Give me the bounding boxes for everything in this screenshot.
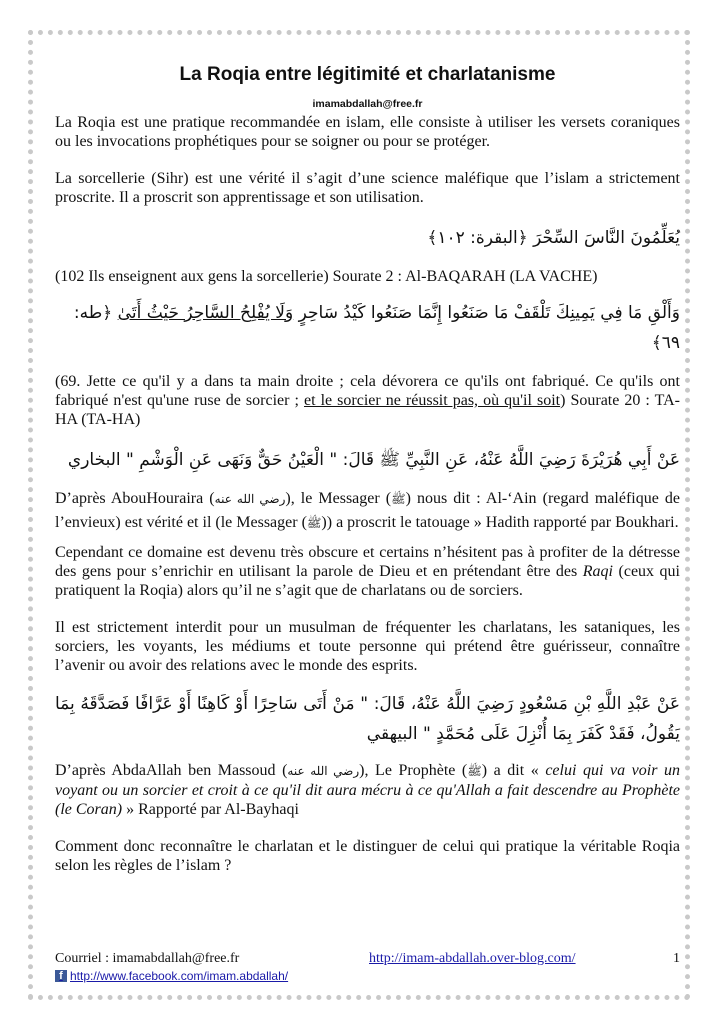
footer-facebook [55,969,288,983]
footer-courriel: Courriel : imamabdallah@free.fr [55,951,240,966]
arabic-verse-taha-ref: ﴿طه: ٦٩﴾ [73,303,680,353]
paragraph-verse-69 [55,372,680,429]
arabic-verse-taha [55,298,680,358]
paragraph-abouhouraira [55,487,680,535]
document-title: La Roqia entre légitimité et charlatanisme [179,64,556,85]
paragraph-abdaallah [55,761,680,819]
paragraph-cependant [55,543,680,600]
arabic-verse-taha-part1: وَأَلْقِ مَا فِي يَمِينِكَ تَلْقَفْ مَا صَنَعُوا إِنَّمَا صَنَعُوا كَيْدُ سَاحِرٍ [293,303,680,323]
salallahu-symbol-2: ﷺ [306,516,322,530]
paragraph-verse-102: (102 Ils enseignent aux gens la sorcellerie) Sourate 2 : Al-BAQARAH (LA VACHE) [55,268,598,285]
abouhouraira-text-2: ), le Messager ( [285,490,392,507]
salallahu-symbol-3: ﷺ [467,764,482,778]
abdaallah-text-2: ), Le Prophète ( [359,762,468,779]
abdaallah-text-1: D’après AbdaAllah ben Massoud ( [55,762,288,779]
salallahu-symbol: ﷺ [391,492,406,506]
footer-blog-link[interactable]: http://imam-abdallah.over-blog.com/ [369,951,576,966]
abouhouraira-text-1: D’après AbouHouraira ( [55,490,215,507]
footer-facebook-link[interactable]: http://www.facebook.com/imam.abdallah/ [70,969,289,983]
cependant-text-1: Cependant ce domaine est devenu très obscure et certains n’hésitent pas à profiter de la détresse des gens pour s’enrichir en utilisant la parole de Dieu et en prétendant être des [55,544,680,580]
verse-69-text: (69. Jette ce qu'il y a dans ta main droite ; cela dévorera ce qu'ils ont fabriqué. Ce qu'ils ont fabriqué n'est qu'une ruse de sorcier ; [55,373,680,409]
raqi-term: Raqi [582,563,613,580]
cependant-text-2: (ceux qui pratiquent la Roqia) alors qu’il ne s’agit que de charlatans ou de sorciers. [55,563,680,599]
radiallahu-symbol: رضي الله عنه [214,492,286,506]
abouhouraira-text-4: )) a proscrit le tatouage » Hadith rapporté par Boukhari. [321,514,679,531]
document-page [55,64,680,875]
paragraph-sorcellerie: La sorcellerie (Sihr) est une vérité il s’agit d’une science maléfique que l’islam a strictement proscrite. Il a proscrit son apprentissage et son utilisation. [55,170,680,206]
abdaallah-text-3: ) a dit « [481,762,546,779]
arabic-verse-taha-underlined: وَلَا يُفْلِحُ السَّاحِرُ حَيْثُ أَتَىٰ [117,303,294,323]
arabic-hadith-bukhari: عَنْ أَبِي هُرَيْرَةَ رَضِيَ اللَّهُ عَنْهُ، عَنِ النَّبِيِّ ﷺ قَالَ: " الْعَيْنُ حَقٌّ وَنَهَى عَنِ الْوَشْمِ " البخاري [67,450,680,470]
arabic-verse-baqarah: يُعَلِّمُونَ النَّاسَ السِّحْرَ ﴿البقرة: ١٠٢﴾ [427,228,680,248]
verse-69-underlined: et le sorcier ne réussit pas, où qu'il soit [304,392,561,409]
abdaallah-quote: celui qui va voir un voyant ou un sorcier et croit à ce qu'il dit aura mécru à ce qu'Allah a fait descendre au Prophète (le Coran) [55,762,680,818]
paragraph-intro: La Roqia est une pratique recommandée en islam, elle consiste à utiliser les versets coraniques ou les invocations prophétiques pour se soigner ou pour se protéger. [55,114,680,150]
verse-69-ref: ) Sourate 20 : TA-HA (TA-HA) [55,392,681,428]
abouhouraira-text-3: ) nous dit : Al-‘Ain (regard maléfique de l’envieux) est vérité et il (le Messager ( [55,490,681,531]
radiallahu-symbol-3: رضي الله عنه [287,764,360,778]
paragraph-interdit: Il est strictement interdit pour un musulman de fréquenter les charlatans, les sataniques, les sorciers, les voyants, les médiums et toute personne qui prétend être guérisseur, connaître l’avenir ou avoir des relations avec le monde des esprits. [55,619,680,674]
page-number: 1 [673,951,680,966]
arabic-hadith-bayhaqi: عَنْ عَبْدِ اللَّهِ بْنِ مَسْعُودٍ رَضِيَ اللَّهُ عَنْهُ، قَالَ: " مَنْ أَتَى سَاحِرًا أَوْ كَاهِنًا أَوْ عَرَّافًا فَصَدَّقَهُ بِمَا يَقُولُ، فَقَدْ كَفَرَ بِمَا أُنْزِلَ عَلَى مُحَمَّدٍ " البيهقي [55,694,680,744]
facebook-icon: f [55,970,67,982]
paragraph-question: Comment donc reconnaître le charlatan et le distinguer de celui qui pratique la véritable Roqia selon les règles de l’islam ? [55,838,680,874]
abdaallah-text-4: » Rapporté par Al-Bayhaqi [122,801,299,818]
author-email: imamabdallah@free.fr [312,98,423,110]
